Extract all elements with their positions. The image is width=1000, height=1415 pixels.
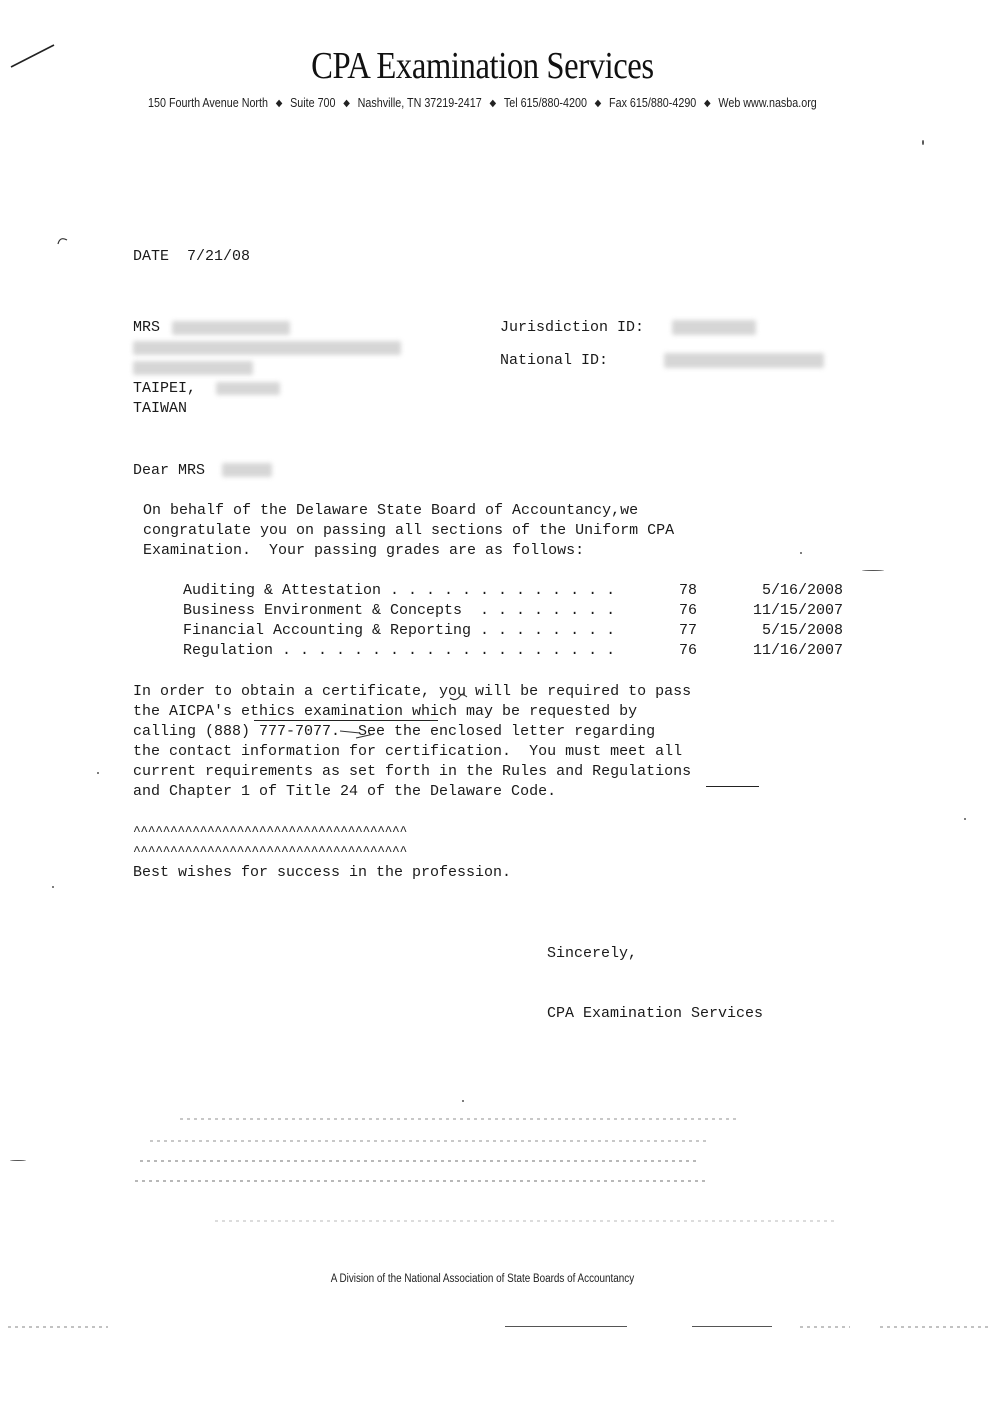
closing: Sincerely, — [547, 945, 638, 962]
date-label: DATE — [133, 248, 170, 265]
scan-speck — [800, 552, 802, 554]
certificate-line: current requirements as set forth in the Rules and Regulations — [133, 763, 692, 780]
redacted-postal — [216, 382, 280, 395]
grade-score: 76 — [679, 602, 698, 619]
scan-speck — [964, 818, 966, 820]
grade-section: Financial Accounting & Reporting . . . . . . . . — [183, 622, 616, 639]
grade-date: 11/15/2007 — [752, 602, 843, 619]
scan-speck — [10, 1160, 26, 1161]
redacted-national-id — [664, 353, 824, 368]
handwritten-mark — [338, 728, 378, 742]
grade-score: 77 — [679, 622, 698, 639]
edge-artifact — [8, 1326, 108, 1328]
recipient-city: TAIPEI, — [133, 380, 197, 397]
faded-text-line — [140, 1160, 700, 1162]
recipient-prefix: MRS — [133, 319, 161, 336]
diamond-icon: ◆ — [343, 98, 350, 109]
grade-date: 11/16/2007 — [752, 642, 843, 659]
scan-speck — [922, 140, 924, 145]
pen-mark — [8, 40, 58, 72]
faded-text-line — [135, 1180, 705, 1182]
certificate-line: calling (888) 777-7077. See the enclosed letter regarding — [133, 723, 656, 740]
certificate-line: the contact information for certification. You must meet all — [133, 743, 683, 760]
pen-mark-small — [56, 234, 70, 246]
address-fax: Fax 615/880-4290 — [609, 96, 697, 110]
grade-section: Regulation . . . . . . . . . . . . . . . . . . . — [183, 642, 616, 659]
letterhead-title: CPA Examination Services — [311, 45, 654, 87]
intro-line: On behalf of the Delaware State Board of Accountancy,we — [143, 502, 639, 519]
greeting: Dear MRS — [133, 462, 206, 479]
grade-row — [183, 581, 843, 601]
scan-speck — [862, 570, 884, 571]
signature: CPA Examination Services — [547, 1005, 764, 1022]
certificate-line: and Chapter 1 of Title 24 of the Delaware Code. — [133, 783, 557, 800]
certificate-line: the AICPA's ethics examination which may be requested by — [133, 703, 638, 720]
intro-line: congratulate you on passing all sections of the Uniform CPA — [143, 522, 675, 539]
caret-separator: ^^^^^^^^^^^^^^^^^^^^^^^^^^^^^^^^^^^^^ — [133, 844, 407, 859]
jurisdiction-id-label: Jurisdiction ID: — [500, 319, 645, 336]
scan-speck — [462, 1100, 464, 1102]
diamond-icon: ◆ — [704, 98, 711, 109]
faded-text-line — [215, 1220, 835, 1222]
footer-division: A Division of the National Association of State Boards of Accountancy — [330, 1273, 635, 1285]
redacted-jurisdiction-id — [672, 320, 756, 335]
grade-score: 76 — [679, 642, 698, 659]
best-wishes: Best wishes for success in the profession. — [133, 864, 512, 881]
scan-speck — [52, 886, 54, 888]
address-street: 150 Fourth Avenue North — [148, 96, 268, 110]
edge-artifact — [505, 1326, 627, 1327]
date-line — [133, 247, 250, 267]
redacted-name — [172, 321, 290, 335]
address-web: Web www.nasba.org — [718, 96, 817, 110]
scan-speck — [97, 772, 99, 774]
grade-row — [183, 601, 843, 621]
diamond-icon: ◆ — [489, 98, 497, 109]
date-value: 7/21/08 — [187, 248, 251, 265]
handwritten-mark — [448, 688, 470, 702]
certificate-line: In order to obtain a certificate, you will be required to pass — [133, 683, 692, 700]
grade-date: 5/16/2008 — [761, 582, 843, 599]
diamond-icon: ◆ — [275, 98, 283, 109]
national-id-label: National ID: — [500, 352, 609, 369]
grade-row — [183, 621, 843, 641]
edge-artifact — [800, 1326, 850, 1328]
redacted-address-line-1 — [133, 341, 401, 355]
redacted-surname — [222, 463, 272, 477]
recipient-country: TAIWAN — [133, 400, 188, 417]
edge-artifact — [880, 1326, 990, 1328]
diamond-icon: ◆ — [594, 98, 602, 109]
letterhead-address — [67, 96, 897, 110]
address-tel: Tel 615/880-4200 — [503, 96, 587, 110]
grade-section: Auditing & Attestation . . . . . . . . . . . . . — [183, 582, 616, 599]
grade-row — [183, 641, 843, 661]
grade-score: 78 — [679, 582, 698, 599]
faded-text-line — [150, 1140, 710, 1142]
faded-text-line — [180, 1118, 740, 1120]
handwritten-underline — [254, 720, 438, 721]
address-suite: Suite 700 — [290, 96, 336, 110]
caret-separator: ^^^^^^^^^^^^^^^^^^^^^^^^^^^^^^^^^^^^^ — [133, 824, 407, 839]
handwritten-underline — [706, 786, 759, 787]
redacted-address-line-2 — [133, 361, 253, 375]
grade-section: Business Environment & Concepts . . . . . . . . — [183, 602, 616, 619]
edge-artifact — [692, 1326, 772, 1327]
address-city: Nashville, TN 37219-2417 — [357, 96, 482, 110]
intro-line: Examination. Your passing grades are as follows: — [143, 542, 585, 559]
grade-date: 5/15/2008 — [761, 622, 843, 639]
